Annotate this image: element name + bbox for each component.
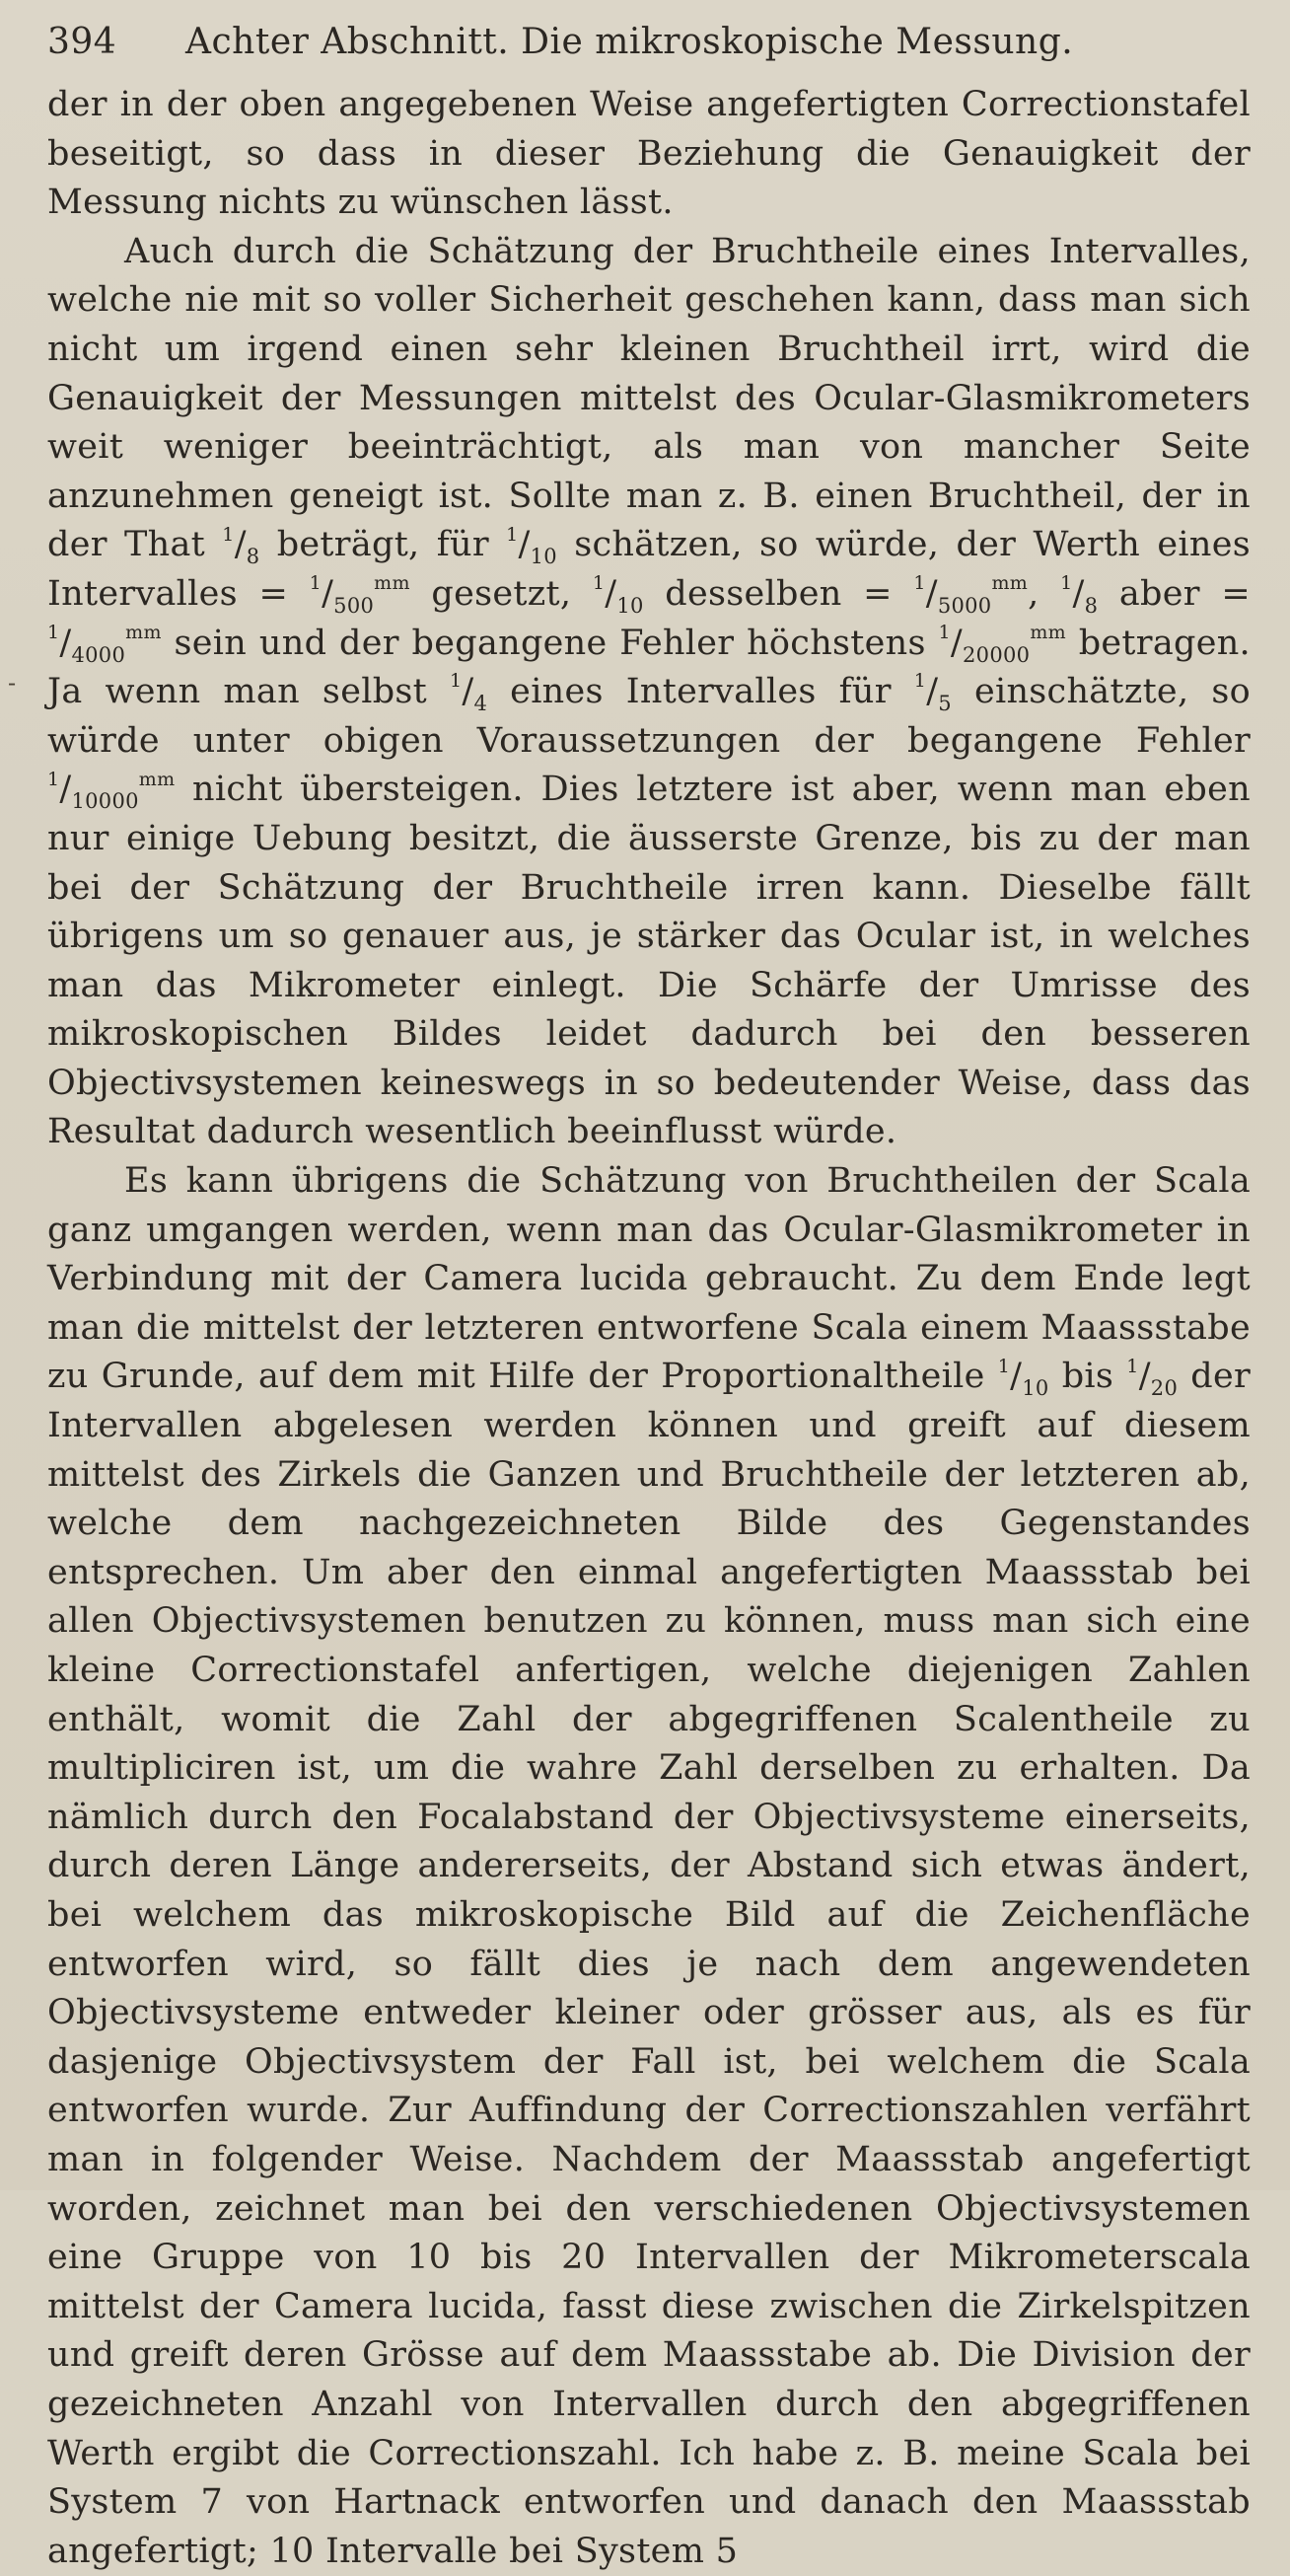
paragraph-2: Auch durch die Schätzung der Bruchtheile eines Intervalles, welche nie mit so voller Sicherheit geschehen kann, dass man sich nicht um irgend einen sehr kleinen Bruchtheil irrt, wird die Genauigkeit der Messungen mittelst des Ocular-Glasmikrometers weit weniger beeinträchtigt, als man von mancher Seite anzunehmen geneigt ist. Sollte man z. B. einen Bruchtheil, der in der That $^1/_8$ beträgt, für $^1/_{10}$ schätzen, so würde, der Werth eines Intervalles = $^1/_{500}^{mm}$ gesetzt, $^1/_{10}$ desselben = $^1/_{5000}^{mm}$, $^1/_8$ aber = $^1/_{4000}^{mm}$ sein und der begangene Fehler höchstens $^1/_{20000}^{mm}$ betragen. Ja wenn man selbst $^1/_4$ eines Intervalles für $^1/_5$ einschätzte, so würde unter obigen Voraussetzungen der begangene Fehler $^1/_{10000}^{mm}$ nicht übersteigen. Dies letztere ist aber, wenn man eben nur einige Uebung besitzt, die äusserste Grenze, bis zu der man bei der Schätzung der Bruchtheile irren kann. Dieselbe fällt übrigens um so genauer aus, je stärker das Ocular ist, in welches man das Mikrometer einlegt. Die Schärfe der Umrisse des mikroskopischen Bildes leidet dadurch bei den besseren Objectivsystemen keineswegs in so bedeutender Weise, dass das Resultat dadurch wesentlich beeinflusst würde. xyxy=(47,231,1252,1152)
fraction: $^1/_8$ xyxy=(222,523,260,569)
fraction: $^1/_{20}$ xyxy=(1126,1355,1179,1401)
fraction: $^1/_4$ xyxy=(450,670,488,716)
fraction: $^1/_{4000}^{mm}$ xyxy=(47,621,162,667)
fraction: $^1/_5$ xyxy=(913,670,952,716)
paragraph-1: der in der oben angegebenen Weise angefertigten Correctionstafel beseitigt, so dass in dieser Beziehung die Genauigkeit der Messung nichts zu wünschen lässt. xyxy=(47,85,1251,223)
fraction: $^1/_{10}$ xyxy=(592,572,644,618)
page-number: 394 xyxy=(47,22,117,62)
running-title: Achter Abschnitt. Die mikroskopische Messung. xyxy=(185,22,1074,62)
margin-mark: - xyxy=(8,669,17,697)
fraction: $^1/_{20000}^{mm}$ xyxy=(938,621,1066,667)
fraction: $^1/_{10}$ xyxy=(506,523,557,569)
fraction: $^1/_{5000}^{mm}$ xyxy=(913,572,1029,618)
page-header xyxy=(47,22,1251,81)
fraction: $^1/_{10}$ xyxy=(997,1355,1049,1401)
fraction: $^1/_{500}^{mm}$ xyxy=(309,572,410,618)
fraction: $^1/_{10000}^{mm}$ xyxy=(47,768,176,814)
body-text xyxy=(47,81,1251,2576)
fraction: $^1/_8$ xyxy=(1060,572,1099,618)
paragraph-3: Es kann übrigens die Schätzung von Bruchtheilen der Scala ganz umgangen werden, wenn man das Ocular-Glasmikrometer in Verbindung mit der Camera lucida gebraucht. Zu dem Ende legt man die mittelst der letzteren entworfene Scala einem Maassstabe zu Grunde, auf dem mit Hilfe der Proportionaltheile $^1/_{10}$ bis $^1/_{20}$ der Intervallen abgelesen werden können und greift auf diesem mittelst des Zirkels die Ganzen und Bruchtheile der letzteren ab, welche dem nachgezeichneten Bilde des Gegenstandes entsprechen. Um aber den einmal angefertigten Maassstab bei allen Objectivsystemen benutzen zu können, muss man sich eine kleine Correctionstafel anfertigen, welche diejenigen Zahlen enthält, womit die Zahl der abgegriffenen Scalentheile zu multipliciren ist, um die wahre Zahl derselben zu erhalten. Da nämlich durch den Focalabstand der Objectivsysteme einerseits, durch deren Länge andererseits, der Abstand sich etwas ändert, bei welchem das mikroskopische Bild auf die Zeichenfläche entworfen wird, so fällt dies je nach dem angewendeten Objectivsysteme entweder kleiner oder grösser aus, als es für dasjenige Objectivsystem der Fall ist, bei welchem die Scala entworfen wurde. Zur Auffindung der Correctionszahlen verfährt man in folgender Weise. Nachdem der Maassstab angefertigt worden, zeichnet man bei den verschiedenen Objectivsystemen eine Gruppe von 10 bis 20 Intervallen der Mikrometerscala mittelst der Camera lucida, fasst diese zwischen die Zirkelspitzen und greift deren Grösse auf dem Maassstabe ab. Die Division der gezeichneten Anzahl von Intervallen durch den abgegriffenen Werth ergibt die Correctionszahl. Ich habe z. B. meine Scala bei System 7 von Hartnack entworfen und danach den Maassstab angefertigt; 10 Intervalle bei System 5 xyxy=(47,1161,1251,2571)
